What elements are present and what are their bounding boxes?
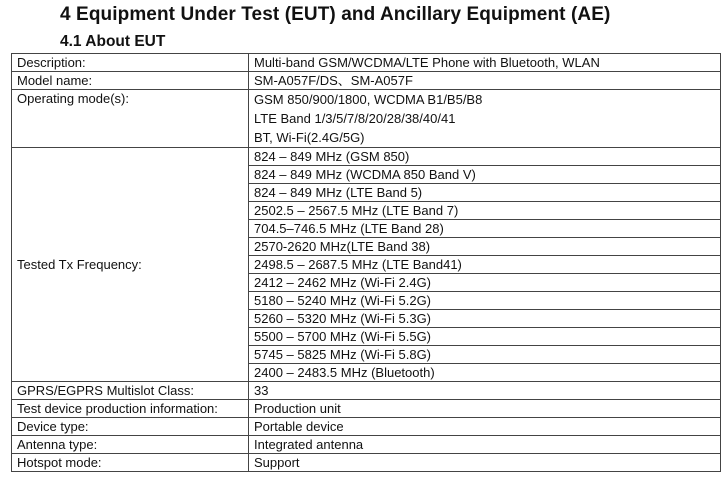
operating-mode-line: LTE Band 1/3/5/7/8/20/28/38/40/41 <box>254 111 456 126</box>
gprs-class-value: 33 <box>249 382 721 400</box>
operating-mode-line: BT, Wi-Fi(2.4G/5G) <box>254 130 365 145</box>
table-row <box>12 400 721 418</box>
antenna-type-label: Antenna type: <box>12 436 249 454</box>
operating-modes-label: Operating mode(s): <box>12 90 249 148</box>
tx-frequency-value: 2498.5 – 2687.5 MHz (LTE Band41) <box>249 256 721 274</box>
section-heading: 4 Equipment Under Test (EUT) and Ancillary Equipment (AE) <box>60 4 611 25</box>
tx-frequency-value: 824 – 849 MHz (WCDMA 850 Band V) <box>249 166 721 184</box>
table-row <box>12 54 721 72</box>
table-row <box>12 418 721 436</box>
antenna-type-value: Integrated antenna <box>249 436 721 454</box>
device-type-value: Portable device <box>249 418 721 436</box>
table-row <box>12 72 721 90</box>
description-value: Multi-band GSM/WCDMA/LTE Phone with Bluetooth, WLAN <box>249 54 721 72</box>
tx-frequency-value: 5180 – 5240 MHz (Wi-Fi 5.2G) <box>249 292 721 310</box>
table-row <box>12 90 721 148</box>
tx-frequency-value: 5745 – 5825 MHz (Wi-Fi 5.8G) <box>249 346 721 364</box>
tx-frequency-value: 5260 – 5320 MHz (Wi-Fi 5.3G) <box>249 310 721 328</box>
tx-frequency-value: 824 – 849 MHz (LTE Band 5) <box>249 184 721 202</box>
table-row <box>12 436 721 454</box>
tx-frequency-value: 2502.5 – 2567.5 MHz (LTE Band 7) <box>249 202 721 220</box>
model-name-label: Model name: <box>12 72 249 90</box>
tested-tx-frequency-label: Tested Tx Frequency: <box>12 148 249 382</box>
eut-info-table <box>11 53 721 472</box>
description-label: Description: <box>12 54 249 72</box>
production-info-label: Test device production information: <box>12 400 249 418</box>
tx-frequency-value: 704.5–746.5 MHz (LTE Band 28) <box>249 220 721 238</box>
tx-frequency-value: 5500 – 5700 MHz (Wi-Fi 5.5G) <box>249 328 721 346</box>
production-info-value: Production unit <box>249 400 721 418</box>
subsection-heading: 4.1 About EUT <box>60 33 166 50</box>
hotspot-mode-value: Support <box>249 454 721 472</box>
model-name-value: SM-A057F/DS、SM-A057F <box>249 72 721 90</box>
hotspot-mode-label: Hotspot mode: <box>12 454 249 472</box>
gprs-class-label: GPRS/EGPRS Multislot Class: <box>12 382 249 400</box>
tx-frequency-value: 2400 – 2483.5 MHz (Bluetooth) <box>249 364 721 382</box>
table-row <box>12 382 721 400</box>
table-row <box>12 454 721 472</box>
operating-mode-line: GSM 850/900/1800, WCDMA B1/B5/B8 <box>254 92 483 107</box>
device-type-label: Device type: <box>12 418 249 436</box>
tx-frequency-value: 2570-2620 MHz(LTE Band 38) <box>249 238 721 256</box>
tx-frequency-value: 2412 – 2462 MHz (Wi-Fi 2.4G) <box>249 274 721 292</box>
table-row <box>12 148 721 166</box>
operating-modes-value <box>249 90 721 148</box>
tx-frequency-value: 824 – 849 MHz (GSM 850) <box>249 148 721 166</box>
